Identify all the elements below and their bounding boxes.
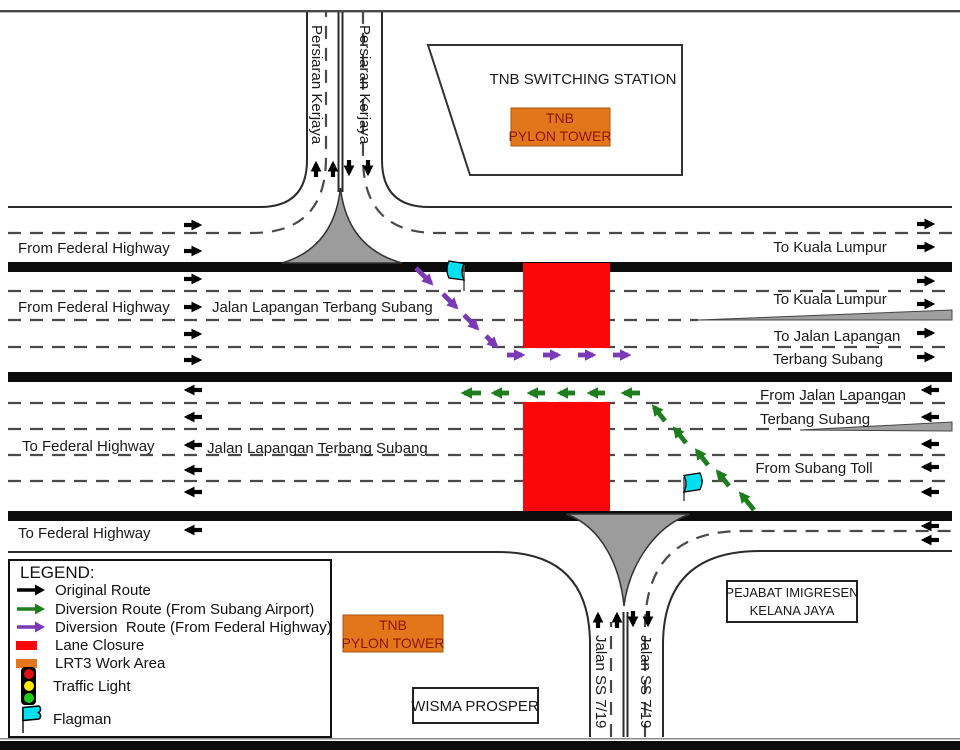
pejabat-imigresen-line2: KELANA JAYA — [749, 603, 835, 618]
tnb-switching-station-label: TNB SWITCHING STATION — [489, 71, 677, 88]
label-jalan-lapangan-east: Jalan Lapangan Terbang Subang — [212, 299, 433, 316]
label-from-jalan-lapangan-line1: From Jalan Lapangan — [760, 387, 906, 404]
label-to-kuala-lumpur-1: To Kuala Lumpur — [773, 239, 887, 256]
page-top-border — [0, 10, 960, 12]
pejabat-imigresen-building — [725, 581, 858, 622]
label-from-jalan-lapangan-line2: Terbang Subang — [759, 411, 871, 428]
label-from-federal-highway-2: From Federal Highway — [18, 299, 170, 316]
purple-arrow-icon — [16, 621, 46, 633]
traffic-light-icon — [21, 667, 36, 705]
flagman-legend-icon — [18, 705, 44, 740]
label-to-jalan-lapangan-line2: Terbang Subang — [772, 351, 884, 368]
lane-closure-box-west — [523, 402, 610, 511]
tnb-pylon-bottom-line2: PYLON TOWER — [341, 635, 445, 651]
tnb-pylon-top-line1: TNB — [546, 110, 574, 126]
legend-item-original-route — [16, 581, 328, 599]
legend-label-flagman: Flagman — [53, 711, 112, 728]
legend-label: Original Route — [55, 581, 151, 599]
green-arrow-icon — [16, 603, 46, 615]
street-label-jalan-ss719-2: Jalan SS 7/19 — [637, 635, 654, 729]
label-to-jalan-lapangan-line1: To Jalan Lapangan — [773, 328, 901, 345]
island-bottom-gore — [566, 514, 690, 606]
street-label-jalan-ss719-1: Jalan SS 7/19 — [592, 635, 609, 729]
traffic-light-yellow — [24, 681, 34, 691]
flagman-icon-west — [684, 473, 702, 501]
label-to-federal-highway-2: To Federal Highway — [18, 525, 151, 542]
label-to-kuala-lumpur-2: To Kuala Lumpur — [773, 291, 887, 308]
lane-closure-box-east — [523, 263, 610, 348]
label-to-federal-highway-1: To Federal Highway — [22, 438, 155, 455]
wedge-eastbound — [698, 310, 952, 320]
label-jalan-lapangan-west: Jalan Lapangan Terbang Subang — [207, 440, 428, 457]
lane-closures — [523, 263, 610, 511]
legend-item-lrt3-work-area — [16, 654, 328, 672]
label-from-federal-highway-1: From Federal Highway — [18, 240, 170, 257]
wisma-prosper-label: WISMA PROSPER — [411, 698, 539, 715]
tnb-pylon-tower-box-top — [509, 108, 612, 146]
legend-item-diversion-subang — [16, 600, 328, 618]
legend-item-diversion-federal — [16, 618, 332, 636]
street-label-persiaran-kerjaya-1: Persiaran Kerjaya — [308, 25, 325, 145]
wisma-prosper-building — [411, 688, 539, 723]
legend-label-traffic-light: Traffic Light — [53, 678, 131, 695]
traffic-light-green — [24, 693, 34, 703]
legend-item-lane-closure — [16, 636, 328, 654]
flagman-icon-east — [447, 261, 464, 291]
legend-label: LRT3 Work Area — [55, 654, 166, 672]
black-arrow-icon — [16, 584, 46, 596]
tnb-pylon-bottom-line1: TNB — [379, 617, 407, 633]
legend-label: Diversion Route (From Subang Airport) — [55, 600, 315, 618]
pejabat-imigresen-line1: PEJABAT IMIGRESEN — [725, 585, 859, 600]
page-bottom-line — [0, 738, 960, 740]
tnb-switching-station-building — [428, 45, 682, 175]
traffic-light-red — [24, 669, 34, 679]
street-label-persiaran-kerjaya-2: Persiaran Kerjaya — [356, 25, 373, 145]
legend — [8, 559, 332, 738]
label-from-subang-toll: From Subang Toll — [755, 460, 873, 477]
page-bottom-bar — [0, 741, 960, 750]
legend-label: Lane Closure — [55, 636, 145, 654]
island-top-gore — [282, 188, 402, 263]
tnb-pylon-tower-box-bottom — [342, 615, 445, 652]
lane-closure-swatch — [16, 641, 46, 650]
tnb-pylon-top-line2: PYLON TOWER — [508, 128, 612, 144]
legend-title: LEGEND: — [20, 563, 95, 582]
traffic-islands — [282, 188, 690, 606]
legend-label: Diversion Route (From Federal Highway) — [55, 618, 332, 636]
